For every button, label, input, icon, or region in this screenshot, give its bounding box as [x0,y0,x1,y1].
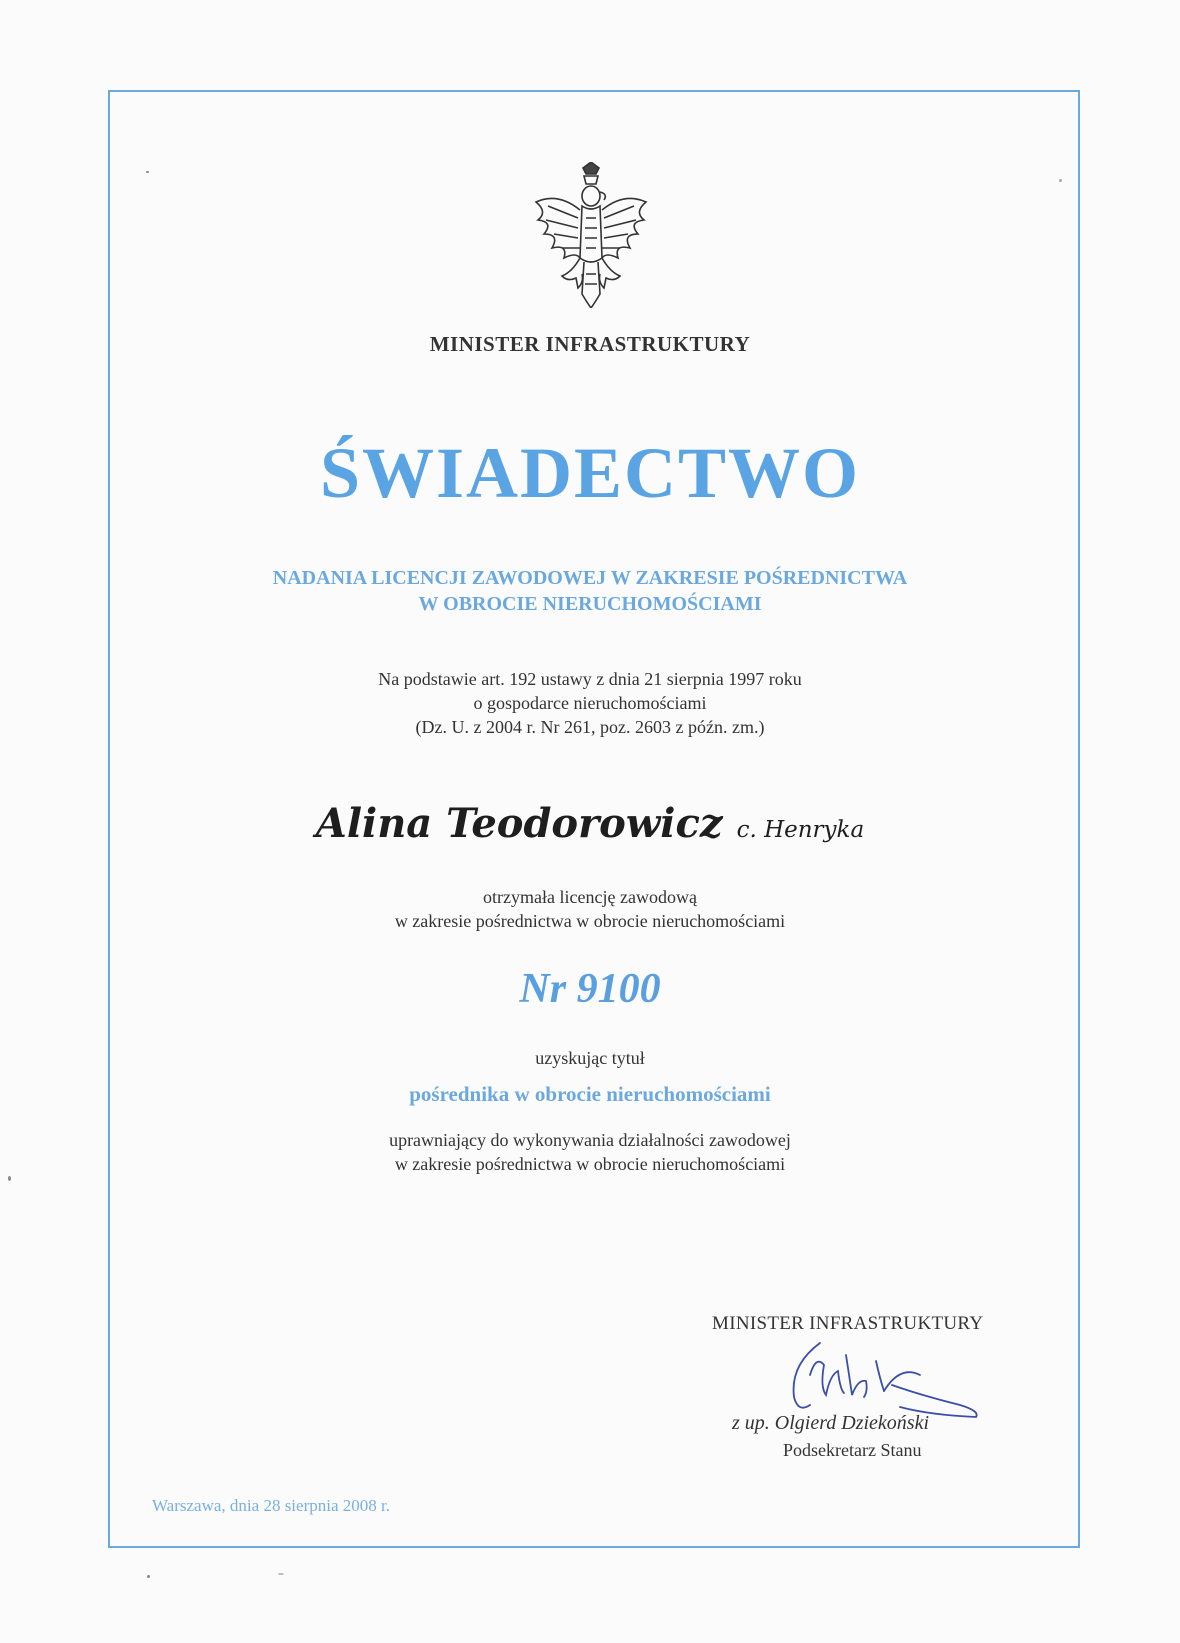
received-line: w zakresie pośrednictwa w obrocie nieruchomościami [394,911,786,931]
legal-basis [0,667,1180,739]
obtaining-text: uzyskując tytuł [535,1048,645,1068]
legal-basis-line: (Dz. U. z 2004 r. Nr 261, poz. 2603 z późn. zm.) [415,717,765,737]
certificate-title: ŚWIADECTWO [319,433,861,513]
entitling-text [0,1128,1180,1176]
subtitle-line: NADANIA LICENCJI ZAWODOWEJ W ZAKRESIE POŚREDNICTWA [272,567,908,589]
paper-speck [1059,179,1062,182]
certificate-subtitle [0,565,1180,617]
paper-speck [278,1573,284,1575]
minister-heading: MINISTER INFRASTRUKTURY [429,332,751,356]
polish-eagle-emblem-icon [528,162,654,308]
subtitle-line: W OBROCIE NIERUCHOMOŚCIAMI [418,593,762,615]
paper-speck [147,1575,150,1578]
signatory-role: Podsekretarz Stanu [783,1440,922,1460]
signatory-name: z up. Olgierd Dziekoński [732,1412,930,1434]
holder-line [0,800,1180,847]
professional-title: pośrednika w obrocie nieruchomościami [409,1082,771,1106]
signature-minister: MINISTER INFRASTRUKTURY [712,1313,984,1334]
received-line: otrzymała licencję zawodową [483,887,697,907]
holder-name: Alina Teodorowicz [315,800,723,847]
entitling-line: w zakresie pośrednictwa w obrocie nieruchomościami [394,1154,786,1174]
paper-speck [8,1176,11,1181]
license-received-text [0,885,1180,933]
holder-patronymic: c. Henryka [736,817,865,843]
entitling-line: uprawniający do wykonywania działalności zawodowej [389,1130,791,1150]
license-number: Nr 9100 [519,966,661,1012]
legal-basis-line: o gospodarce nieruchomościami [473,693,707,713]
paper-speck [146,171,149,173]
place-and-date: Warszawa, dnia 28 sierpnia 2008 r. [152,1496,390,1515]
legal-basis-line: Na podstawie art. 192 ustawy z dnia 21 sierpnia 1997 roku [378,669,802,689]
